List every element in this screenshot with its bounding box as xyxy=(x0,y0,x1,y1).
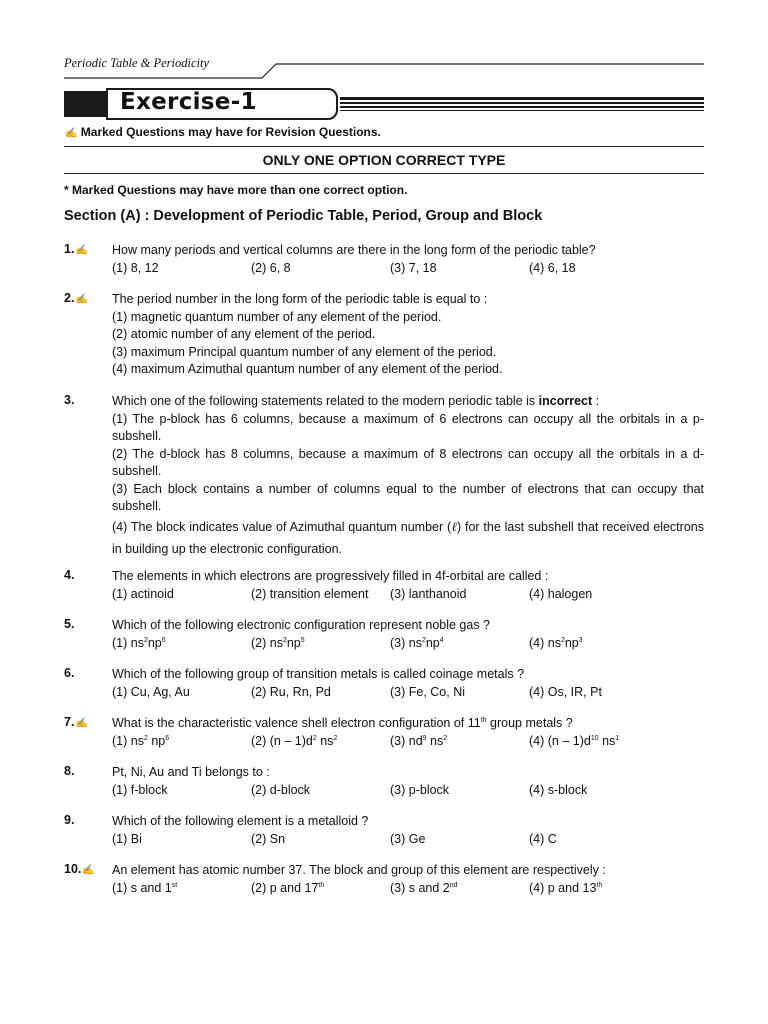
question-1 xyxy=(64,242,704,277)
question-number: 7.✍ xyxy=(64,715,88,729)
question-8 xyxy=(64,764,704,799)
options-row xyxy=(112,635,704,653)
question-text: Which of the following electronic configuration represent noble gas ? xyxy=(112,618,490,632)
options-row xyxy=(112,733,704,751)
exercise-title: Exercise-1 xyxy=(120,89,257,115)
option-4[interactable]: (4) p and 13th xyxy=(529,880,603,895)
question-number: 4. xyxy=(64,568,75,582)
option-3[interactable]: (3) $ns^2np^4$ xyxy=(390,635,444,650)
option-2[interactable]: (2) p and 17th xyxy=(251,880,325,895)
question-text: How many periods and vertical columns are there in the long form of the periodic table? xyxy=(112,243,596,257)
question-text: Pt, Ni, Au and Ti belongs to : xyxy=(112,765,270,779)
banner-rules xyxy=(340,97,704,111)
option-1[interactable]: (1) Bi xyxy=(112,831,142,846)
option-3[interactable]: (3) lanthanoid xyxy=(390,586,467,601)
question-number: 10.✍ xyxy=(64,862,95,876)
option-1[interactable]: (1) s and 1st xyxy=(112,880,178,895)
pen-icon: ✍ xyxy=(65,128,78,139)
option-2[interactable]: (2) The d-block has 8 columns, because a maximum of 8 electrons can occupy all the orbitals in a d-subshell. xyxy=(112,446,704,478)
option-4[interactable]: (4) $(n - 1)d^{10}$ $ns^1$ xyxy=(529,733,620,748)
option-4[interactable]: (4) The block indicates value of Azimuthal quantum number (ℓ) for the last subshell that received electrons in building up the electronic configuration. xyxy=(112,519,704,556)
running-header: Periodic Table & Periodicity xyxy=(64,56,210,70)
question-text: The elements in which electrons are progressively filled in 4f-orbital are called : xyxy=(112,569,549,583)
question-5 xyxy=(64,617,704,652)
option-4[interactable]: (4) 6, 18 xyxy=(529,260,576,275)
options-row xyxy=(112,831,704,849)
option-3[interactable]: (3) s and 2nd xyxy=(390,880,458,895)
options-row xyxy=(112,782,704,800)
question-number: 5. xyxy=(64,617,75,631)
option-2[interactable]: (2) $ns^2np^5$ xyxy=(251,635,305,650)
option-1[interactable]: (1) Cu, Ag, Au xyxy=(112,684,190,699)
question-text: An element has atomic number 37. The block and group of this element are respectively : xyxy=(112,863,606,877)
question-7 xyxy=(64,715,704,750)
question-number: 8. xyxy=(64,764,75,778)
revision-note xyxy=(64,125,381,139)
multi-correct-note: * Marked Questions may have more than one correct option. xyxy=(64,183,408,197)
question-text: What is the characteristic valence shell electron configuration of 11th group metals ? xyxy=(112,716,573,730)
option-2[interactable]: (2) d-block xyxy=(251,782,311,797)
option-1[interactable]: (1) f-block xyxy=(112,782,168,797)
question-10 xyxy=(64,862,704,897)
option-4[interactable]: (4) s-block xyxy=(529,782,588,797)
option-2[interactable]: (2) Ru, Rn, Pd xyxy=(251,684,331,699)
options-row xyxy=(112,586,704,604)
option-2[interactable]: (2) 6, 8 xyxy=(251,260,291,275)
banner-black-block xyxy=(64,91,106,117)
section-type: ONLY ONE OPTION CORRECT TYPE xyxy=(262,152,506,168)
question-2 xyxy=(64,291,704,379)
option-1[interactable]: (1) magnetic quantum number of any element of the period. xyxy=(112,309,442,324)
section-heading: Section (A) : Development of Periodic Table, Period, Group and Block xyxy=(64,208,543,224)
exercise-banner xyxy=(64,88,704,120)
question-text: The period number in the long form of the periodic table is equal to : xyxy=(112,292,488,306)
option-3[interactable]: (3) $nd^9$ $ns^2$ xyxy=(390,733,448,748)
option-4[interactable]: (4) maximum Azimuthal quantum number of any element of the period. xyxy=(112,362,503,376)
question-number: 1.✍ xyxy=(64,242,88,256)
question-4 xyxy=(64,568,704,603)
option-1[interactable]: (1) $ns^2np^6$ xyxy=(112,635,166,650)
option-1[interactable]: (1) $ns^2$ $np^6$ xyxy=(112,733,170,748)
section-type-top-rule xyxy=(64,146,704,147)
question-number: 3. xyxy=(64,393,75,407)
pen-icon: ✍ xyxy=(75,294,88,305)
option-1[interactable]: (1) The p-block has 6 columns, because a maximum of 6 electrons can occupy all the orbitals in a p-subshell. xyxy=(112,411,704,443)
pen-icon: ✍ xyxy=(75,245,88,256)
question-text: Which of the following element is a metalloid ? xyxy=(112,814,369,828)
pen-icon: ✍ xyxy=(82,865,95,876)
option-3[interactable]: (3) maximum Principal quantum number of any element of the period. xyxy=(112,344,497,359)
azimuthal-symbol: ℓ xyxy=(451,519,458,534)
options-row xyxy=(112,684,704,702)
question-number: 6. xyxy=(64,666,75,680)
option-2[interactable]: (2) transition element xyxy=(251,586,369,601)
option-1[interactable]: (1) actinoid xyxy=(112,586,174,601)
option-2[interactable]: (2) atomic number of any element of the period. xyxy=(112,327,376,341)
emphasis-incorrect: incorrect xyxy=(538,394,593,408)
option-4[interactable]: (4) halogen xyxy=(529,586,593,601)
question-text: Which one of the following statements related to the modern periodic table is incorrect : xyxy=(112,394,600,408)
option-4[interactable]: (4) C xyxy=(529,831,557,846)
option-2[interactable]: (2) Sn xyxy=(251,831,286,846)
option-3[interactable]: (3) p-block xyxy=(390,782,450,797)
section-type-bottom-rule xyxy=(64,173,704,174)
option-3[interactable]: (3) Ge xyxy=(390,831,426,846)
options-row xyxy=(112,880,704,898)
option-1[interactable]: (1) 8, 12 xyxy=(112,260,159,275)
question-text: Which of the following group of transition metals is called coinage metals ? xyxy=(112,667,525,681)
revision-note-text: Marked Questions may have for Revision Questions. xyxy=(80,125,381,139)
pen-icon: ✍ xyxy=(75,718,88,729)
option-3[interactable]: (3) Each block contains a number of columns equal to the number of electrons that can occupy that subshell. xyxy=(112,481,704,513)
question-9 xyxy=(64,813,704,848)
header-rule xyxy=(64,63,704,79)
option-4[interactable]: (4) Os, IR, Pt xyxy=(529,684,602,699)
option-3[interactable]: (3) 7, 18 xyxy=(390,260,437,275)
option-3[interactable]: (3) Fe, Co, Ni xyxy=(390,684,466,699)
question-number: 9. xyxy=(64,813,75,827)
question-number: 2.✍ xyxy=(64,291,88,305)
option-2[interactable]: (2) $(n - 1)d^2$ $ns^2$ xyxy=(251,733,338,748)
question-3 xyxy=(64,393,704,560)
question-6 xyxy=(64,666,704,701)
options-row xyxy=(112,260,704,278)
option-4[interactable]: (4) $ns^2np^3$ xyxy=(529,635,583,650)
